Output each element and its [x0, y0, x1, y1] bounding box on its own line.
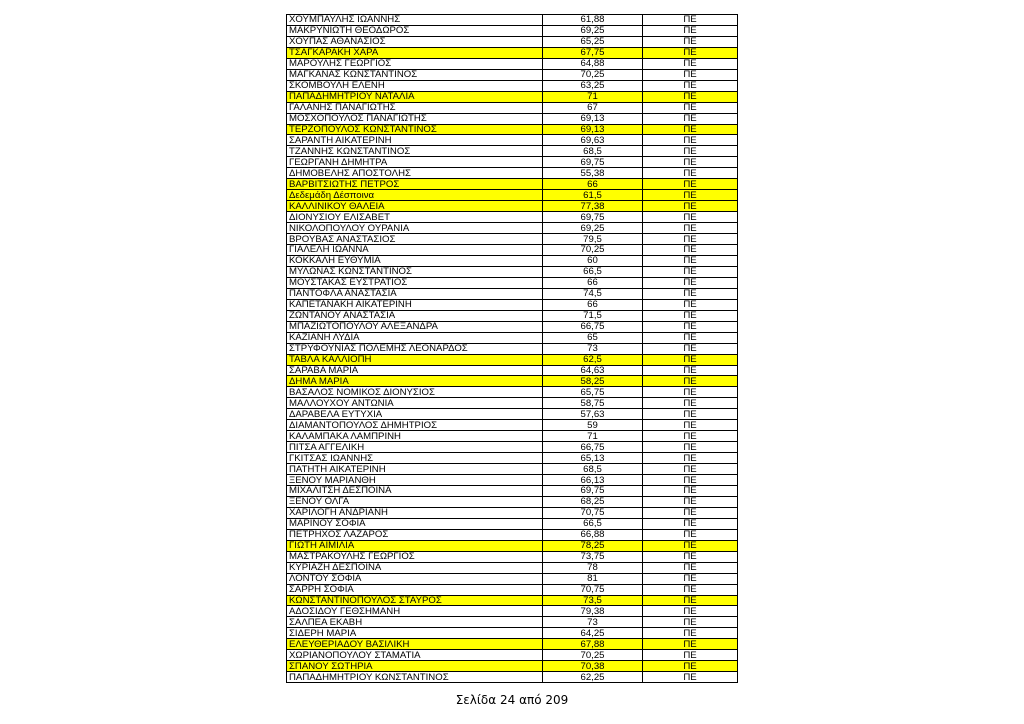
table-row: [287, 595, 738, 606]
table-row: [287, 475, 738, 486]
table-row: [287, 288, 738, 299]
table-row: [287, 562, 738, 573]
name-cell: ΚΑΖΙΑΝΗ ΛΥΔΙΑ: [287, 332, 543, 343]
table-row: [287, 442, 738, 453]
score-cell: 73,5: [543, 595, 643, 606]
table-row: [287, 420, 738, 431]
name-cell: ΒΡΟΥΒΑΣ ΑΝΑΣΤΑΣΙΟΣ: [287, 234, 543, 245]
table-row: [287, 157, 738, 168]
table-row: [287, 25, 738, 36]
name-cell: ΠΙΤΣΑ ΑΓΓΕΛΙΚΗ: [287, 442, 543, 453]
name-cell: ΧΟΥΜΠΑΥΛΗΣ ΙΩΑΝΝΗΣ: [287, 15, 543, 26]
score-cell: 66,75: [543, 442, 643, 453]
score-cell: 59: [543, 420, 643, 431]
name-cell: ΜΑΚΡΥΝΙΩΤΗ ΘΕΟΔΩΡΟΣ: [287, 25, 543, 36]
score-cell: 65,75: [543, 387, 643, 398]
category-cell: ΠΕ: [643, 223, 738, 234]
table-row: [287, 91, 738, 102]
table-row: [287, 672, 738, 683]
score-cell: 78,25: [543, 540, 643, 551]
name-cell: ΚΑΛΛΙΝΙΚΟΥ ΘΑΛΕΙΑ: [287, 201, 543, 212]
table-row: [287, 398, 738, 409]
category-cell: ΠΕ: [643, 420, 738, 431]
name-cell: ΕΛΕΥΘΕΡΙΑΔΟΥ ΒΑΣΙΛΙΚΗ: [287, 639, 543, 650]
score-cell: 61,5: [543, 190, 643, 201]
category-cell: ΠΕ: [643, 113, 738, 124]
category-cell: ΠΕ: [643, 562, 738, 573]
table-row: [287, 485, 738, 496]
name-cell: ΤΣΑΓΚΑΡΑΚΗ ΧΑΡΑ: [287, 47, 543, 58]
table-row: [287, 464, 738, 475]
name-cell: ΣΑΡΡΗ ΣΟΦΙΑ: [287, 584, 543, 595]
name-cell: ΧΟΥΠΑΣ ΑΘΑΝΑΣΙΟΣ: [287, 36, 543, 47]
category-cell: ΠΕ: [643, 102, 738, 113]
score-cell: 71: [543, 431, 643, 442]
category-cell: ΠΕ: [643, 277, 738, 288]
category-cell: ΠΕ: [643, 234, 738, 245]
name-cell: ΠΑΝΤΟΦΛΑ ΑΝΑΣΤΑΣΙΑ: [287, 288, 543, 299]
name-cell: ΚΟΚΚΑΛΗ ΕΥΘΥΜΙΑ: [287, 255, 543, 266]
name-cell: ΞΕΝΟΥ ΜΑΡΙΑΝΘΗ: [287, 475, 543, 486]
category-cell: ΠΕ: [643, 387, 738, 398]
category-cell: ΠΕ: [643, 584, 738, 595]
score-cell: 65,25: [543, 36, 643, 47]
category-cell: ΠΕ: [643, 255, 738, 266]
category-cell: ΠΕ: [643, 15, 738, 26]
category-cell: ΠΕ: [643, 343, 738, 354]
category-cell: ΠΕ: [643, 376, 738, 387]
category-cell: ΠΕ: [643, 464, 738, 475]
score-cell: 70,25: [543, 245, 643, 256]
category-cell: ΠΕ: [643, 190, 738, 201]
score-cell: 66: [543, 299, 643, 310]
score-cell: 60: [543, 255, 643, 266]
table-row: [287, 113, 738, 124]
category-cell: ΠΕ: [643, 212, 738, 223]
score-cell: 69,13: [543, 113, 643, 124]
score-cell: 58,75: [543, 398, 643, 409]
name-cell: ΒΑΣΑΛΟΣ ΝΟΜΙΚΟΣ ΔΙΟΝΥΣΙΟΣ: [287, 387, 543, 398]
results-table: [286, 14, 738, 683]
score-cell: 61,88: [543, 15, 643, 26]
table-row: [287, 584, 738, 595]
category-cell: ΠΕ: [643, 157, 738, 168]
name-cell: ΣΑΡΑΝΤΗ ΑΙΚΑΤΕΡΙΝΗ: [287, 135, 543, 146]
score-cell: 74,5: [543, 288, 643, 299]
score-cell: 66,75: [543, 321, 643, 332]
category-cell: ΠΕ: [643, 398, 738, 409]
score-cell: 64,63: [543, 365, 643, 376]
score-cell: 68,5: [543, 146, 643, 157]
table-row: [287, 573, 738, 584]
name-cell: ΜΑΓΚΑΝΑΣ ΚΩΝΣΤΑΝΤΙΝΟΣ: [287, 69, 543, 80]
score-cell: 70,75: [543, 584, 643, 595]
name-cell: ΠΑΤΗΤΗ ΑΙΚΑΤΕΡΙΝΗ: [287, 464, 543, 475]
table-row: [287, 529, 738, 540]
table-row: [287, 36, 738, 47]
category-cell: ΠΕ: [643, 573, 738, 584]
name-cell: ΜΑΡΙΝΟΥ ΣΟΦΙΑ: [287, 518, 543, 529]
category-cell: ΠΕ: [643, 36, 738, 47]
table-row: [287, 376, 738, 387]
category-cell: ΠΕ: [643, 551, 738, 562]
score-cell: 66: [543, 179, 643, 190]
score-cell: 69,13: [543, 124, 643, 135]
name-cell: ΓΕΩΡΓΑΝΗ ΔΗΜΗΤΡΑ: [287, 157, 543, 168]
category-cell: ΠΕ: [643, 518, 738, 529]
table-row: [287, 332, 738, 343]
name-cell: ΧΑΡΙΛΟΓΗ ΑΝΔΡΙΑΝΗ: [287, 507, 543, 518]
table-row: [287, 453, 738, 464]
name-cell: ΔΗΜΑ ΜΑΡΙΑ: [287, 376, 543, 387]
category-cell: ΠΕ: [643, 507, 738, 518]
score-cell: 69,75: [543, 485, 643, 496]
name-cell: ΚΑΛΑΜΠΑΚΑ ΛΑΜΠΡΙΝΗ: [287, 431, 543, 442]
category-cell: ΠΕ: [643, 332, 738, 343]
name-cell: ΓΙΩΤΗ ΑΙΜΙΛΙΑ: [287, 540, 543, 551]
score-cell: 81: [543, 573, 643, 584]
category-cell: ΠΕ: [643, 266, 738, 277]
table-row: [287, 496, 738, 507]
name-cell: ΧΩΡΙΑΝΟΠΟΥΛΟΥ ΣΤΑΜΑΤΙΑ: [287, 650, 543, 661]
table-row: [287, 146, 738, 157]
table-row: [287, 80, 738, 91]
table-row: [287, 321, 738, 332]
table-row: [287, 628, 738, 639]
category-cell: ΠΕ: [643, 365, 738, 376]
table-row: [287, 551, 738, 562]
name-cell: ΣΠΑΝΟΥ ΣΩΤΗΡΙΑ: [287, 661, 543, 672]
category-cell: ΠΕ: [643, 245, 738, 256]
score-cell: 73: [543, 617, 643, 628]
name-cell: ΓΑΛΑΝΗΣ ΠΑΝΑΓΙΩΤΗΣ: [287, 102, 543, 113]
score-cell: 64,88: [543, 58, 643, 69]
name-cell: ΜΙΧΑΛΙΤΣΗ ΔΕΣΠΟΙΝΑ: [287, 485, 543, 496]
table-row: [287, 58, 738, 69]
name-cell: ΑΔΟΣΙΔΟΥ ΓΕΘΣΗΜΑΝΗ: [287, 606, 543, 617]
category-cell: ΠΕ: [643, 124, 738, 135]
score-cell: 67,75: [543, 47, 643, 58]
table-row: [287, 15, 738, 26]
category-cell: ΠΕ: [643, 475, 738, 486]
table-row: [287, 102, 738, 113]
score-cell: 67,88: [543, 639, 643, 650]
score-cell: 66: [543, 277, 643, 288]
category-cell: ΠΕ: [643, 617, 738, 628]
score-cell: 57,63: [543, 409, 643, 420]
table-row: [287, 277, 738, 288]
score-cell: 62,5: [543, 354, 643, 365]
table-row: [287, 124, 738, 135]
score-cell: 77,38: [543, 201, 643, 212]
name-cell: ΣΤΡΥΦΟΥΝΙΑΣ ΠΟΛΕΜΗΣ ΛΕΟΝΑΡΔΟΣ: [287, 343, 543, 354]
name-cell: ΜΑΛΛΟΥΧΟΥ ΑΝΤΩΝΙΑ: [287, 398, 543, 409]
name-cell: ΣΙΔΕΡΗ ΜΑΡΙΑ: [287, 628, 543, 639]
category-cell: ΠΕ: [643, 354, 738, 365]
name-cell: ΜΟΥΣΤΑΚΑΣ ΕΥΣΤΡΑΤΙΟΣ: [287, 277, 543, 288]
table-row: [287, 135, 738, 146]
category-cell: ΠΕ: [643, 650, 738, 661]
score-cell: 79,5: [543, 234, 643, 245]
category-cell: ΠΕ: [643, 485, 738, 496]
category-cell: ΠΕ: [643, 91, 738, 102]
name-cell: ΜΟΣΧΟΠΟΥΛΟΣ ΠΑΝΑΓΙΩΤΗΣ: [287, 113, 543, 124]
score-cell: 64,25: [543, 628, 643, 639]
table-row: [287, 661, 738, 672]
score-cell: 69,25: [543, 223, 643, 234]
table-row: [287, 431, 738, 442]
category-cell: ΠΕ: [643, 25, 738, 36]
table-row: [287, 245, 738, 256]
category-cell: ΠΕ: [643, 672, 738, 683]
category-cell: ΠΕ: [643, 453, 738, 464]
category-cell: ΠΕ: [643, 540, 738, 551]
name-cell: ΜΥΛΩΝΑΣ ΚΩΝΣΤΑΝΤΙΝΟΣ: [287, 266, 543, 277]
results-table-body: [287, 15, 738, 683]
name-cell: ΤΕΡΖΟΠΟΥΛΟΣ ΚΩΝΣΤΑΝΤΙΝΟΣ: [287, 124, 543, 135]
table-row: [287, 343, 738, 354]
name-cell: ΠΑΠΑΔΗΜΗΤΡΙΟΥ ΚΩΝΣΤΑΝΤΙΝΟΣ: [287, 672, 543, 683]
table-row: [287, 310, 738, 321]
category-cell: ΠΕ: [643, 288, 738, 299]
name-cell: ΜΑΡΟΥΛΗΣ ΓΕΩΡΓΙΟΣ: [287, 58, 543, 69]
category-cell: ΠΕ: [643, 496, 738, 507]
category-cell: ΠΕ: [643, 58, 738, 69]
category-cell: ΠΕ: [643, 639, 738, 650]
name-cell: ΠΑΠΑΔΗΜΗΤΡΙΟΥ ΝΑΤΑΛΙΑ: [287, 91, 543, 102]
table-row: [287, 255, 738, 266]
table-row: [287, 168, 738, 179]
table-row: [287, 223, 738, 234]
score-cell: 71,5: [543, 310, 643, 321]
category-cell: ΠΕ: [643, 529, 738, 540]
category-cell: ΠΕ: [643, 299, 738, 310]
name-cell: ΖΩΝΤΑΝΟΥ ΑΝΑΣΤΑΣΙΑ: [287, 310, 543, 321]
name-cell: ΣΑΡΑΒΑ ΜΑΡΙΑ: [287, 365, 543, 376]
name-cell: ΣΚΟΜΒΟΥΛΗ ΕΛΕΝΗ: [287, 80, 543, 91]
score-cell: 79,38: [543, 606, 643, 617]
name-cell: Δεδεμάδη Δέσποινα: [287, 190, 543, 201]
score-cell: 66,5: [543, 266, 643, 277]
table-row: [287, 234, 738, 245]
category-cell: ΠΕ: [643, 146, 738, 157]
name-cell: ΠΕΤΡΗΧΟΣ ΛΑΖΑΡΟΣ: [287, 529, 543, 540]
name-cell: ΛΟΝΤΟΥ ΣΟΦΙΑ: [287, 573, 543, 584]
table-row: [287, 201, 738, 212]
name-cell: ΒΑΡΒΙΤΣΙΩΤΗΣ ΠΕΤΡΟΣ: [287, 179, 543, 190]
table-row: [287, 47, 738, 58]
score-cell: 62,25: [543, 672, 643, 683]
score-cell: 70,38: [543, 661, 643, 672]
score-cell: 55,38: [543, 168, 643, 179]
score-cell: 66,5: [543, 518, 643, 529]
score-cell: 68,5: [543, 464, 643, 475]
category-cell: ΠΕ: [643, 47, 738, 58]
table-row: [287, 409, 738, 420]
table-row: [287, 507, 738, 518]
name-cell: ΤΖΑΝΝΗΣ ΚΩΝΣΤΑΝΤΙΝΟΣ: [287, 146, 543, 157]
score-cell: 63,25: [543, 80, 643, 91]
score-cell: 66,13: [543, 475, 643, 486]
category-cell: ΠΕ: [643, 431, 738, 442]
name-cell: ΤΑΒΛΑ ΚΑΛΛΙΟΠΗ: [287, 354, 543, 365]
score-cell: 71: [543, 91, 643, 102]
table-row: [287, 365, 738, 376]
table-row: [287, 617, 738, 628]
category-cell: ΠΕ: [643, 606, 738, 617]
score-cell: 65: [543, 332, 643, 343]
score-cell: 69,63: [543, 135, 643, 146]
table-row: [287, 266, 738, 277]
name-cell: ΔΙΟΝΥΣΙΟΥ ΕΛΙΣΑΒΕΤ: [287, 212, 543, 223]
name-cell: ΞΕΝΟΥ ΟΛΓΑ: [287, 496, 543, 507]
name-cell: ΜΑΣΤΡΑΚΟΥΛΗΣ ΓΕΩΡΓΙΟΣ: [287, 551, 543, 562]
score-cell: 69,75: [543, 157, 643, 168]
table-row: [287, 179, 738, 190]
score-cell: 68,25: [543, 496, 643, 507]
score-cell: 67: [543, 102, 643, 113]
category-cell: ΠΕ: [643, 409, 738, 420]
table-row: [287, 650, 738, 661]
name-cell: ΓΙΑΛΕΛΗ ΙΩΑΝΝΑ: [287, 245, 543, 256]
category-cell: ΠΕ: [643, 168, 738, 179]
score-cell: 70,75: [543, 507, 643, 518]
score-cell: 69,25: [543, 25, 643, 36]
score-cell: 73: [543, 343, 643, 354]
score-cell: 73,75: [543, 551, 643, 562]
table-row: [287, 354, 738, 365]
category-cell: ΠΕ: [643, 179, 738, 190]
table-row: [287, 540, 738, 551]
score-cell: 70,25: [543, 650, 643, 661]
table-row: [287, 518, 738, 529]
category-cell: ΠΕ: [643, 201, 738, 212]
name-cell: ΝΙΚΟΛΟΠΟΥΛΟΥ ΟΥΡΑΝΙΑ: [287, 223, 543, 234]
category-cell: ΠΕ: [643, 310, 738, 321]
category-cell: ΠΕ: [643, 80, 738, 91]
name-cell: ΚΩΝΣΤΑΝΤΙΝΟΠΟΥΛΟΣ ΣΤΑΥΡΟΣ: [287, 595, 543, 606]
table-row: [287, 387, 738, 398]
category-cell: ΠΕ: [643, 661, 738, 672]
name-cell: ΓΚΙΤΣΑΣ ΙΩΑΝΝΗΣ: [287, 453, 543, 464]
category-cell: ΠΕ: [643, 321, 738, 332]
name-cell: ΔΑΡΑΒΕΛΑ ΕΥΤΥΧΙΑ: [287, 409, 543, 420]
table-row: [287, 190, 738, 201]
score-cell: 78: [543, 562, 643, 573]
page-number: Σελίδα 24 από 209: [455, 693, 569, 707]
name-cell: ΔΗΜΟΒΕΛΗΣ ΑΠΟΣΤΟΛΗΣ: [287, 168, 543, 179]
name-cell: ΔΙΑΜΑΝΤΟΠΟΥΛΟΣ ΔΗΜΗΤΡΙΟΣ: [287, 420, 543, 431]
table-row: [287, 212, 738, 223]
name-cell: ΚΥΡΙΑΖΗ ΔΕΣΠΟΙΝΑ: [287, 562, 543, 573]
category-cell: ΠΕ: [643, 135, 738, 146]
category-cell: ΠΕ: [643, 69, 738, 80]
score-cell: 65,13: [543, 453, 643, 464]
score-cell: 70,25: [543, 69, 643, 80]
table-row: [287, 299, 738, 310]
score-cell: 69,75: [543, 212, 643, 223]
table-row: [287, 69, 738, 80]
category-cell: ΠΕ: [643, 442, 738, 453]
table-row: [287, 639, 738, 650]
table-row: [287, 606, 738, 617]
score-cell: 58,25: [543, 376, 643, 387]
name-cell: ΜΠΑΖΙΩΤΟΠΟΥΛΟΥ ΑΛΕΞΑΝΔΡΑ: [287, 321, 543, 332]
category-cell: ΠΕ: [643, 595, 738, 606]
score-cell: 66,88: [543, 529, 643, 540]
category-cell: ΠΕ: [643, 628, 738, 639]
name-cell: ΚΑΠΕΤΑΝΑΚΗ ΑΙΚΑΤΕΡΙΝΗ: [287, 299, 543, 310]
name-cell: ΣΑΛΠΕΑ ΕΚΑΒΗ: [287, 617, 543, 628]
